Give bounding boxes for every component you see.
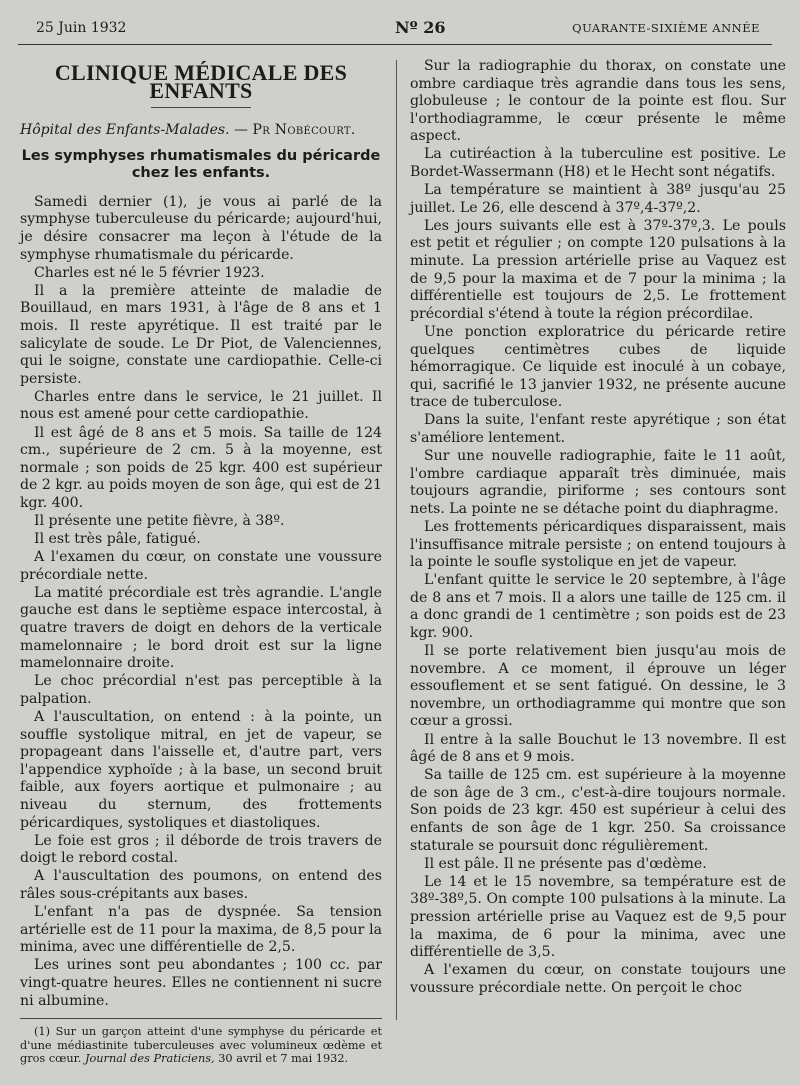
footnote-journal: Journal des Praticiens, — [84, 1051, 215, 1065]
byline — [20, 122, 382, 140]
paragraph: La cutiréaction à la tuberculine est positive. Le Bordet-Wassermann (H8) et le Hecht sont négatifs. — [410, 146, 786, 181]
paragraph: A l'examen du cœur, on constate une voussure précordiale nette. — [20, 549, 382, 583]
paragraph: Il présente une petite fièvre, à 38º. — [34, 512, 285, 529]
paragraph: Les frottements péricardiques disparaissent, mais l'insuffisance mitrale persiste ; on entend toujours à la pointe le soufle systolique en jet de vapeur. — [410, 518, 786, 571]
footnote-text: (1) Sur un garçon atteint d'une symphyse du péricarde et d'une médiastinite tuberculeuses avec volumineux œdème et gros cœur. — [20, 1025, 382, 1065]
paragraph: Il se porte relativement bien jusqu'au mois de novembre. A ce moment, il éprouve un léger essouflement et se sent fatigué. On dessine, le 3 novembre, un orthodiagramme qui montre que son cœur a grossi. — [410, 643, 786, 730]
paragraph: A l'examen du cœur, on constate toujours une voussure précordiale nette. On perçoit le choc — [410, 962, 786, 996]
paragraph: Le foie est gros ; il déborde de trois travers de doigt le rebord costal. — [20, 832, 382, 867]
right-column — [410, 58, 786, 998]
paragraph: Sur une nouvelle radiographie, faite le 11 août, l'ombre cardiaque apparaît très diminuée, mais toujours agrandie, piriforme ; ses contours sont nets. La pointe ne se détache point du diaphragme. — [410, 448, 786, 517]
paragraph: Il est âgé de 8 ans et 5 mois. Sa taille de 124 cm., supérieure de 2 cm. 5 à la moyenne, est normale ; son poids de 25 kgr. 400 est supérieur de 2 kgr. au poids moyen de son âge, qui est de 21 kgr. 400. — [20, 424, 382, 511]
paragraph: Une ponction exploratrice du péricarde retire quelques centimètres cubes de liquide hémorragique. Ce liquide est inoculé à un cobaye, qui, sacrifié le 13 janvier 1932, ne présente aucune trace de tuberculose. — [410, 323, 786, 411]
paragraph: La température se maintient à 38º jusqu'au 25 juillet. Le 26, elle descend à 37º,4-37º,2. — [410, 182, 786, 216]
paragraph: Sa taille de 125 cm. est supérieure à la moyenne de son âge de 3 cm., c'est-à-dire toujours normale. Son poids de 23 kgr. 450 est supérieur à celui des enfants de son âge de 1 kgr. 250. Sa croissance staturale se poursuit donc régulièrement. — [410, 767, 786, 854]
hospital-name: Hôpital des Enfants-Malades. — [20, 122, 230, 139]
column-separator — [396, 60, 397, 1020]
paragraph: Les jours suivants elle est à 37º-37º,3. Le pouls est petit et régulier ; on compte 120 pulsations à la minute. La pression artérielle prise au Vaquez est de 9,5 pour la maxima et de 7 pour la minima ; la différentielle est toujours de 2,5. Le frottement précordial s'étend à toute la région précordilae. — [410, 217, 786, 322]
paragraph: Le 14 et le 15 novembre, sa température est de 38º-38º,5. On compte 100 pulsations à la minute. La pression artérielle prise au Vaquez est de 9,5 pour la maxima, de 6 pour la minima, avec une différentielle de 3,5. — [410, 873, 786, 961]
footnote-rule — [20, 1018, 382, 1019]
paragraph: Il a la première atteinte de maladie de Bouillaud, en mars 1931, à l'âge de 8 ans et 1 mois. Il reste apyrétique. Il est traité par le salicylate de soude. Le Dr Piot, de Valenciennes, qui le soigne, constate une cardiopathie. Celle-ci persiste. — [20, 282, 382, 387]
paragraph: Les urines sont peu abondantes ; 100 cc. par vingt-quatre heures. Elles ne contiennent ni sucre ni albumine. — [20, 957, 382, 1009]
professor-name: Pr Nobécourt. — [252, 122, 356, 139]
paragraph: Il entre à la salle Bouchut le 13 novembre. Il est âgé de 8 ans et 9 mois. — [410, 731, 786, 766]
paragraph: Charles entre dans le service, le 21 juillet. Il nous est amené pour cette cardiopathie. — [20, 388, 382, 423]
paragraph: L'enfant quitte le service le 20 septembre, à l'âge de 8 ans et 7 mois. Il a alors une taille de 125 cm. il a donc grandi de 1 centimètre ; son poids est de 23 kgr. 900. — [410, 572, 786, 641]
left-column — [20, 58, 382, 1066]
byline-separator: — — [229, 122, 253, 139]
paragraph: Sur la radiographie du thorax, on constate une ombre cardiaque très agrandie dans tous les sens, globuleuse ; le contour de la pointe est flou. Sur l'orthodiagramme, le cœur présente le même aspect. — [410, 58, 786, 145]
paragraph: Samedi dernier (1), je vous ai parlé de la symphyse tuberculeuse du péricarde; aujourd'hui, je désire consacrer ma leçon à l'étude de la symphyse rhumatismale du péricarde. — [20, 193, 382, 263]
article-title: Les symphyses rhumatismales du péricarde chez les enfants. — [21, 147, 381, 181]
footnote-date: 30 avril et 7 mai 1932. — [214, 1051, 349, 1065]
issue-number: Nº 26 — [395, 18, 446, 37]
right-body — [410, 58, 786, 997]
title-rule — [151, 107, 251, 108]
issue-date: 25 Juin 1932 — [36, 20, 127, 36]
paragraph: A l'auscultation, on entend : à la pointe, un souffle systolique mitral, en jet de vapeur, se propageant dans l'aisselle et, d'autre part, vers l'appendice xyphoïde ; à la base, un second bruit faible, aux foyers aortique et pulmonaire ; au niveau du sternum, des frottements péricardiques, systoliques et diastoliques. — [20, 709, 382, 831]
paragraph: Dans la suite, l'enfant reste apyrétique ; son état s'améliore lentement. — [410, 412, 786, 446]
paragraph: Charles est né le 5 février 1923. — [34, 264, 265, 281]
footnote — [20, 1025, 382, 1065]
paragraph: A l'auscultation des poumons, on entend des râles sous-crépitants aux bases. — [20, 868, 382, 902]
paragraph: Il est pâle. Il ne présente pas d'œdème. — [424, 855, 707, 872]
paragraph: Il est très pâle, fatigué. — [34, 531, 201, 548]
page-header — [30, 18, 760, 40]
paragraph: L'enfant n'a pas de dyspnée. Sa tension artérielle est de 11 pour la maxima, de 8,5 pour la minima, avec une différentielle de 2,5. — [20, 904, 382, 956]
left-body — [20, 194, 382, 1010]
paragraph: La matité précordiale est très agrandie. L'angle gauche est dans le septième espace intercostal, à quatre travers de doigt en dehors de la verticale mamelonnaire ; le bord droit est sur la ligne mamelonnaire droite. — [20, 584, 382, 672]
issue-year: QUARANTE-SIXIÈME ANNÉE — [572, 21, 760, 35]
header-rule — [18, 44, 772, 45]
paragraph: Le choc précordial n'est pas perceptible à la palpation. — [20, 673, 382, 707]
section-title: CLINIQUE MÉDICALE DES ENFANTS — [54, 60, 348, 103]
